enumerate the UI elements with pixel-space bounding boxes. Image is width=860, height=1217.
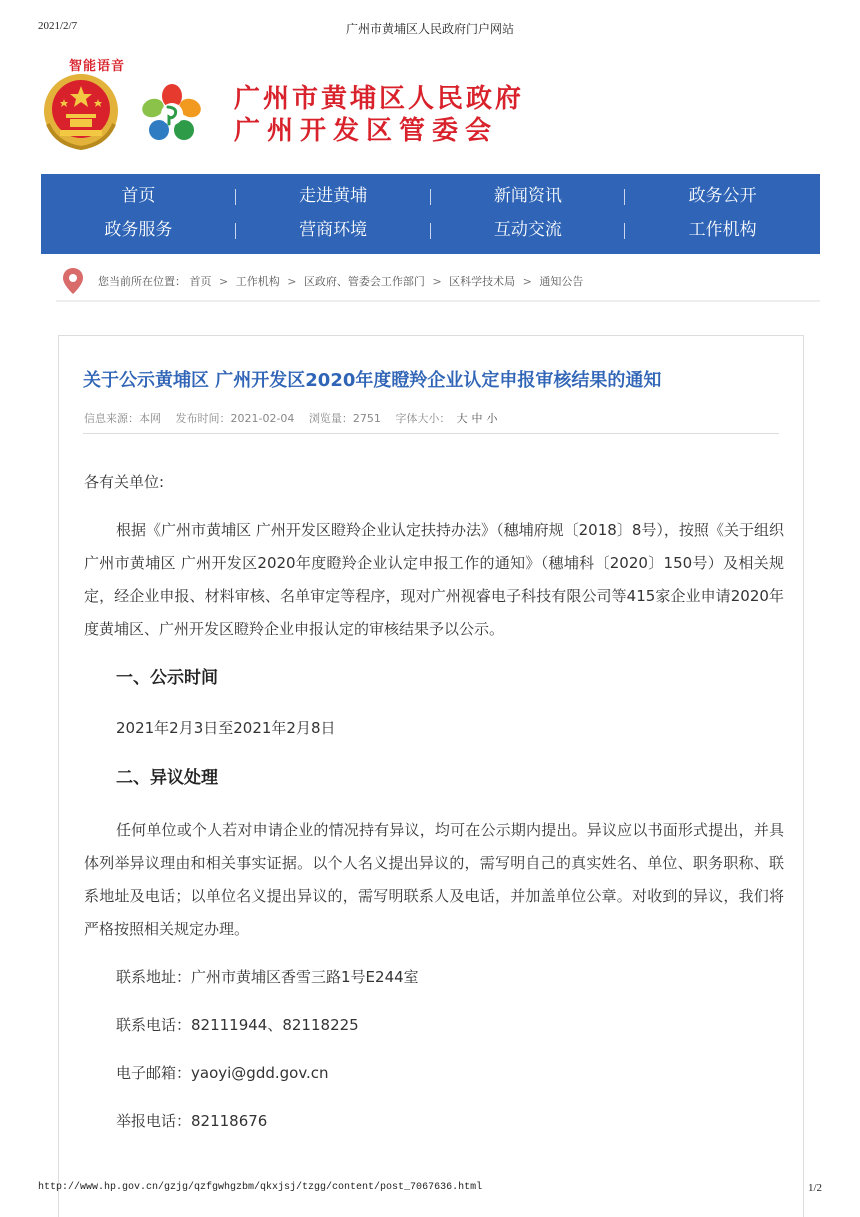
print-url: http://www.hp.gov.cn/gzjg/qzfgwhgzbm/qkxjsj/tzgg/content/post_7067636.html bbox=[38, 1182, 483, 1193]
meta-publish-time: 发布时间：2021-02-04 bbox=[175, 412, 295, 425]
district-flower-logo-icon bbox=[142, 84, 202, 142]
breadcrumb-item-sci-tech-bureau[interactable]: 区科学技术局 bbox=[449, 275, 516, 288]
nav-item-about[interactable]: 走进黄埔 bbox=[236, 179, 431, 213]
breadcrumb-separator: > bbox=[522, 275, 532, 288]
article-paragraph-2: 任何单位或个人若对申请企业的情况持有异议，均可在公示期内提出。异议应以书面形式提出，并具体列举异议理由和相关事实证据。以个人名义提出异议的，需写明自己的真实姓名、单位、职务职称、联系地址及电话；以单位名义提出异议的，需写明联系人及电话，并加盖单位公章。对收到的异议，我们将严格按照相关规定办理。 bbox=[84, 821, 784, 938]
contact-address: 联系地址：广州市黄埔区香雪三路1号E244室 bbox=[116, 968, 419, 986]
nav-item-business[interactable]: 营商环境 bbox=[236, 213, 431, 247]
breadcrumb-separator: > bbox=[432, 275, 442, 288]
font-size-small-button[interactable]: 小 bbox=[486, 412, 498, 425]
meta-views: 浏览量：2751 bbox=[308, 412, 381, 425]
meta-font-size-label: 字体大小： bbox=[395, 412, 451, 425]
breadcrumb bbox=[56, 262, 820, 302]
print-page-number: 1/2 bbox=[807, 1182, 822, 1194]
main-nav bbox=[41, 174, 820, 254]
nav-item-departments[interactable]: 工作机构 bbox=[688, 220, 757, 240]
article-meta bbox=[84, 410, 501, 426]
site-name-line1: 广州市黄埔区人民政府 bbox=[234, 84, 525, 114]
print-title: 广州市黄埔区人民政府门户网站 bbox=[345, 22, 514, 36]
article-container bbox=[58, 335, 804, 1217]
national-emblem-icon bbox=[42, 72, 120, 150]
salutation: 各有关单位: bbox=[84, 473, 165, 491]
breadcrumb-prefix: 您当前所在位置： bbox=[98, 275, 186, 288]
breadcrumb-item-notices[interactable]: 通知公告 bbox=[539, 275, 584, 288]
nav-row-2 bbox=[41, 213, 820, 247]
nav-item-news[interactable]: 新闻资讯 bbox=[431, 179, 626, 213]
print-date: 2021/2/7 bbox=[38, 20, 78, 32]
section-heading-1: 一、公示时间 bbox=[116, 668, 218, 688]
meta-source: 信息来源：本网 bbox=[84, 412, 161, 425]
breadcrumb-item-home[interactable]: 首页 bbox=[189, 275, 212, 288]
publicity-date-range: 2021年2月3日至2021年2月8日 bbox=[116, 719, 336, 737]
breadcrumb-item-departments[interactable]: 工作机构 bbox=[235, 275, 280, 288]
section-heading-2: 二、异议处理 bbox=[116, 768, 218, 788]
breadcrumb-separator: > bbox=[219, 275, 229, 288]
font-size-large-button[interactable]: 大 bbox=[456, 412, 468, 425]
contact-phone: 联系电话：82111944、82118225 bbox=[116, 1016, 359, 1034]
nav-item-services[interactable]: 政务服务 bbox=[41, 213, 236, 247]
voice-button[interactable]: 智能语音 bbox=[69, 59, 126, 74]
site-header bbox=[42, 54, 542, 154]
breadcrumb-separator: > bbox=[287, 275, 297, 288]
nav-item-home[interactable]: 首页 bbox=[41, 179, 236, 213]
article-paragraph-1: 根据《广州市黄埔区 广州开发区瞪羚企业认定扶持办法》（穗埔府规〔2018〕8号），按照《关于组织广州市黄埔区 广州开发区2020年度瞪羚企业认定申报工作的通知》（穗埔科〔2020〕150号）及相关规定，经企业申报、材料审核、名单审定等程序，现对广州视睿电子科技有限公司等415家企业申请2020年度黄埔区、广州开发区瞪羚企业申报认定的审核结果予以公示。 bbox=[84, 521, 784, 638]
location-pin-icon bbox=[62, 267, 84, 295]
site-name-line2: 广州开发区管委会 bbox=[234, 116, 499, 146]
font-size-medium-button[interactable]: 中 bbox=[471, 412, 483, 425]
nav-item-interaction[interactable]: 互动交流 bbox=[431, 213, 626, 247]
article-title: 关于公示黄埔区 广州开发区2020年度瞪羚企业认定申报审核结果的通知 bbox=[83, 370, 662, 391]
breadcrumb-trail bbox=[98, 273, 583, 289]
nav-item-gov-affairs[interactable]: 政务公开 bbox=[688, 186, 757, 206]
report-phone: 举报电话：82118676 bbox=[116, 1112, 268, 1130]
breadcrumb-item-gov-depts[interactable]: 区政府、管委会工作部门 bbox=[303, 275, 425, 288]
contact-email[interactable]: 电子邮箱：yaoyi@gdd.gov.cn bbox=[116, 1064, 329, 1082]
nav-row-1 bbox=[41, 179, 820, 213]
meta-divider bbox=[83, 433, 779, 434]
